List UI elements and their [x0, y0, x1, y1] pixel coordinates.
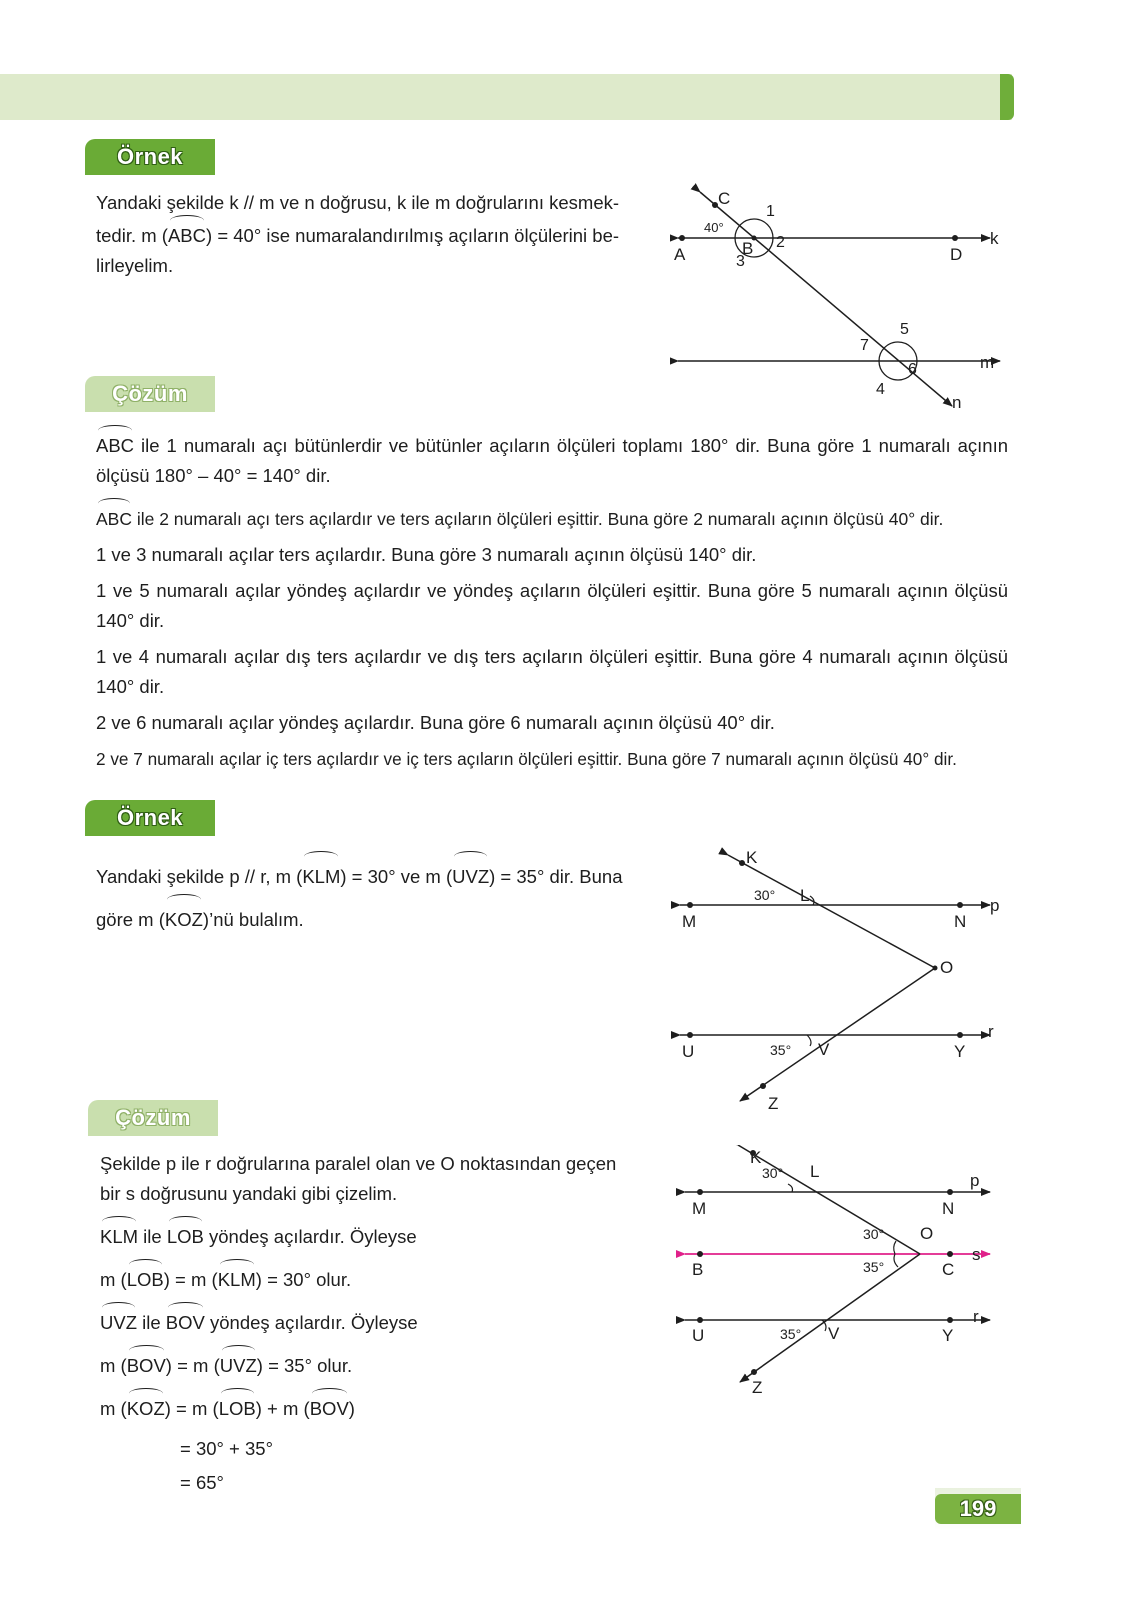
example2-text	[96, 854, 676, 940]
example1-line3: lirleyelim.	[96, 255, 174, 276]
label-o: O	[940, 958, 954, 977]
label-3: 3	[736, 253, 745, 270]
label-a: A	[674, 245, 686, 264]
label-p: p	[990, 896, 1000, 915]
point-d	[952, 235, 958, 241]
solution2-line1: Şekilde p ile r doğrularına paralel olan ve O noktasından geçen	[100, 1153, 617, 1174]
solution1-p2: ABC ile 2 numaralı açı ters açılardır ve ters açıların ölçüleri eşittir. Buna göre 2 numaralı açının ölçüsü 40° dir.	[96, 501, 1008, 534]
angle-abc: ABC	[96, 428, 134, 461]
solution2-figure	[670, 1145, 1030, 1420]
label-k: K	[746, 848, 758, 867]
angle-arc-30	[788, 1184, 793, 1192]
solution2-line8: = 30° + 35°	[180, 1438, 273, 1459]
example1-line1: Yandaki şekilde k // m ve n doğrusu, k ile m doğrularını kesmek-	[96, 192, 620, 213]
solution1-p5: 1 ve 4 numaralı açılar dış ters açılardır ve dış ters açıların ölçüleri eşittir. Buna göre 4 numaralı açının ölçüsü 140° dir.	[96, 646, 1008, 697]
label-n: n	[952, 393, 962, 412]
solution-badge: Çözüm	[85, 376, 215, 412]
solution2-line4: m (LOB) = m (KLM) = 30° olur.	[100, 1262, 680, 1295]
label-1: 1	[766, 203, 775, 220]
label-30-deg-o: 30°	[863, 1226, 885, 1242]
solution2-line7: m (KOZ) = m (LOB) + m (BOV)	[100, 1391, 680, 1424]
label-n: N	[942, 1199, 955, 1218]
solution1-p4: 1 ve 5 numaralı açılar yöndeş açılardır ve yöndeş açıların ölçüleri eşittir. Buna göre 5 numaralı açının ölçüsü 140° dir.	[96, 580, 1008, 631]
label-35-deg-o: 35°	[863, 1259, 885, 1275]
point-y	[957, 1032, 963, 1038]
solution1-p7: 2 ve 7 numaralı açılar iç ters açılardır ve iç ters açıların ölçüleri eşittir. Buna göre 7 numaralı açının ölçüsü 40° dir.	[96, 749, 957, 769]
label-5: 5	[900, 321, 909, 338]
angle-arc-30-o	[894, 1241, 896, 1254]
label-l: L	[800, 886, 810, 905]
angle-bov: BOV	[310, 1391, 349, 1424]
point-z	[751, 1369, 757, 1375]
label-c: C	[718, 189, 731, 208]
label-c: C	[942, 1260, 955, 1279]
example1-figure	[670, 180, 1030, 420]
solution2-line2: bir s doğrusunu yandaki gibi çizelim.	[100, 1183, 398, 1204]
label-y: Y	[954, 1042, 966, 1061]
label-m: m	[980, 353, 995, 372]
point-u	[697, 1317, 703, 1323]
point-n	[947, 1189, 953, 1195]
angle-abc: ABC	[96, 501, 132, 534]
label-l: L	[810, 1162, 820, 1181]
label-n: N	[954, 912, 967, 931]
angle-lob: LOB	[127, 1262, 164, 1295]
angle-arc-35	[807, 1035, 811, 1046]
solution1-p1: ABC ile 1 numaralı açı bütünlerdir ve bütünler açıların ölçüleri toplamı 180° dir. Buna göre 1 numaralı açının ölçüsü 180° – 40° = 140° dir.	[96, 428, 1008, 491]
point-y	[947, 1317, 953, 1323]
angle-arc-35-o	[894, 1254, 898, 1267]
label-m: M	[682, 912, 697, 931]
label-k: K	[750, 1148, 762, 1167]
label-6: 6	[908, 361, 917, 378]
label-40-deg: 40°	[704, 220, 724, 235]
point-n	[957, 902, 963, 908]
label-o: O	[920, 1224, 934, 1243]
angle-uvz: UVZ	[100, 1305, 137, 1338]
header-band	[0, 74, 1012, 120]
example-badge: Örnek	[85, 139, 215, 175]
label-30-deg: 30°	[762, 1165, 784, 1181]
example2-line2: göre m (KOZ)’nü bulalım.	[96, 897, 676, 940]
label-7: 7	[860, 337, 869, 354]
angle-klm: KLM	[218, 1262, 256, 1295]
angle-uvz: UVZ	[220, 1348, 257, 1381]
angle-lob: LOB	[167, 1219, 204, 1252]
angle-klm: KLM	[100, 1219, 138, 1252]
point-o	[933, 966, 938, 971]
label-s: s	[972, 1245, 981, 1264]
solution2-line9: = 65°	[180, 1472, 224, 1493]
label-z: Z	[768, 1094, 779, 1113]
label-30-deg: 30°	[754, 887, 776, 903]
label-p: p	[970, 1171, 980, 1190]
label-b: B	[742, 239, 754, 258]
point-a	[679, 235, 685, 241]
example1-text	[96, 188, 656, 281]
solution1-body	[96, 428, 1008, 774]
point-c	[947, 1251, 953, 1257]
ray-oz	[740, 1254, 920, 1382]
example2-line1: Yandaki şekilde p // r, m (KLM) = 30° ve m (UVZ) = 35° dir. Buna	[96, 854, 676, 897]
point-k	[739, 860, 745, 866]
ray-ok	[738, 1145, 920, 1254]
label-k: k	[990, 229, 999, 248]
label-d: D	[950, 245, 963, 264]
label-v: V	[828, 1324, 840, 1343]
label-b: B	[692, 1260, 704, 1279]
solution2-line5: UVZ ile BOV yöndeş açılardır. Öyleyse	[100, 1305, 680, 1338]
point-m	[687, 902, 693, 908]
angle-abc: ABC	[168, 218, 206, 251]
solution2-line6: m (BOV) = m (UVZ) = 35° olur.	[100, 1348, 680, 1381]
solution2-line3: KLM ile LOB yöndeş açılardır. Öyleyse	[100, 1219, 680, 1252]
label-y: Y	[942, 1326, 954, 1345]
solution1-p6: 2 ve 6 numaralı açılar yöndeş açılardır. Buna göre 6 numaralı açının ölçüsü 40° dir.	[96, 712, 775, 733]
label-m: M	[692, 1199, 707, 1218]
label-z: Z	[752, 1378, 763, 1397]
point-z	[760, 1083, 766, 1089]
angle-bov: BOV	[166, 1305, 205, 1338]
angle-bov: BOV	[127, 1348, 166, 1381]
angle-lob: LOB	[219, 1391, 256, 1424]
angle-koz: KOZ	[165, 897, 203, 940]
solution2-body	[100, 1149, 680, 1498]
ray-ok	[728, 855, 935, 968]
label-2: 2	[776, 234, 785, 251]
example1-line2: tedir. m (ABC) = 40° ise numaralandırılmış açıların ölçülerini be-	[96, 218, 656, 251]
point-b	[697, 1251, 703, 1257]
solution-badge: Çözüm	[88, 1100, 218, 1136]
example2-figure	[670, 845, 1030, 1115]
label-v: V	[818, 1040, 830, 1059]
label-u: U	[682, 1042, 695, 1061]
label-35-deg: 35°	[770, 1042, 792, 1058]
label-4: 4	[876, 381, 885, 398]
label-r: r	[988, 1022, 994, 1041]
label-35-deg: 35°	[780, 1326, 802, 1342]
label-r: r	[973, 1307, 979, 1326]
page-number: 199	[935, 1494, 1021, 1524]
label-u: U	[692, 1326, 705, 1345]
header-band-tab	[1000, 74, 1014, 120]
example-badge: Örnek	[85, 800, 215, 836]
angle-koz: KOZ	[127, 1391, 165, 1424]
angle-klm: KLM	[302, 854, 340, 897]
solution1-p3: 1 ve 3 numaralı açılar ters açılardır. Buna göre 3 numaralı açının ölçüsü 140° dir.	[96, 544, 757, 565]
point-m	[697, 1189, 703, 1195]
point-u	[687, 1032, 693, 1038]
angle-uvz: UVZ	[452, 854, 489, 897]
